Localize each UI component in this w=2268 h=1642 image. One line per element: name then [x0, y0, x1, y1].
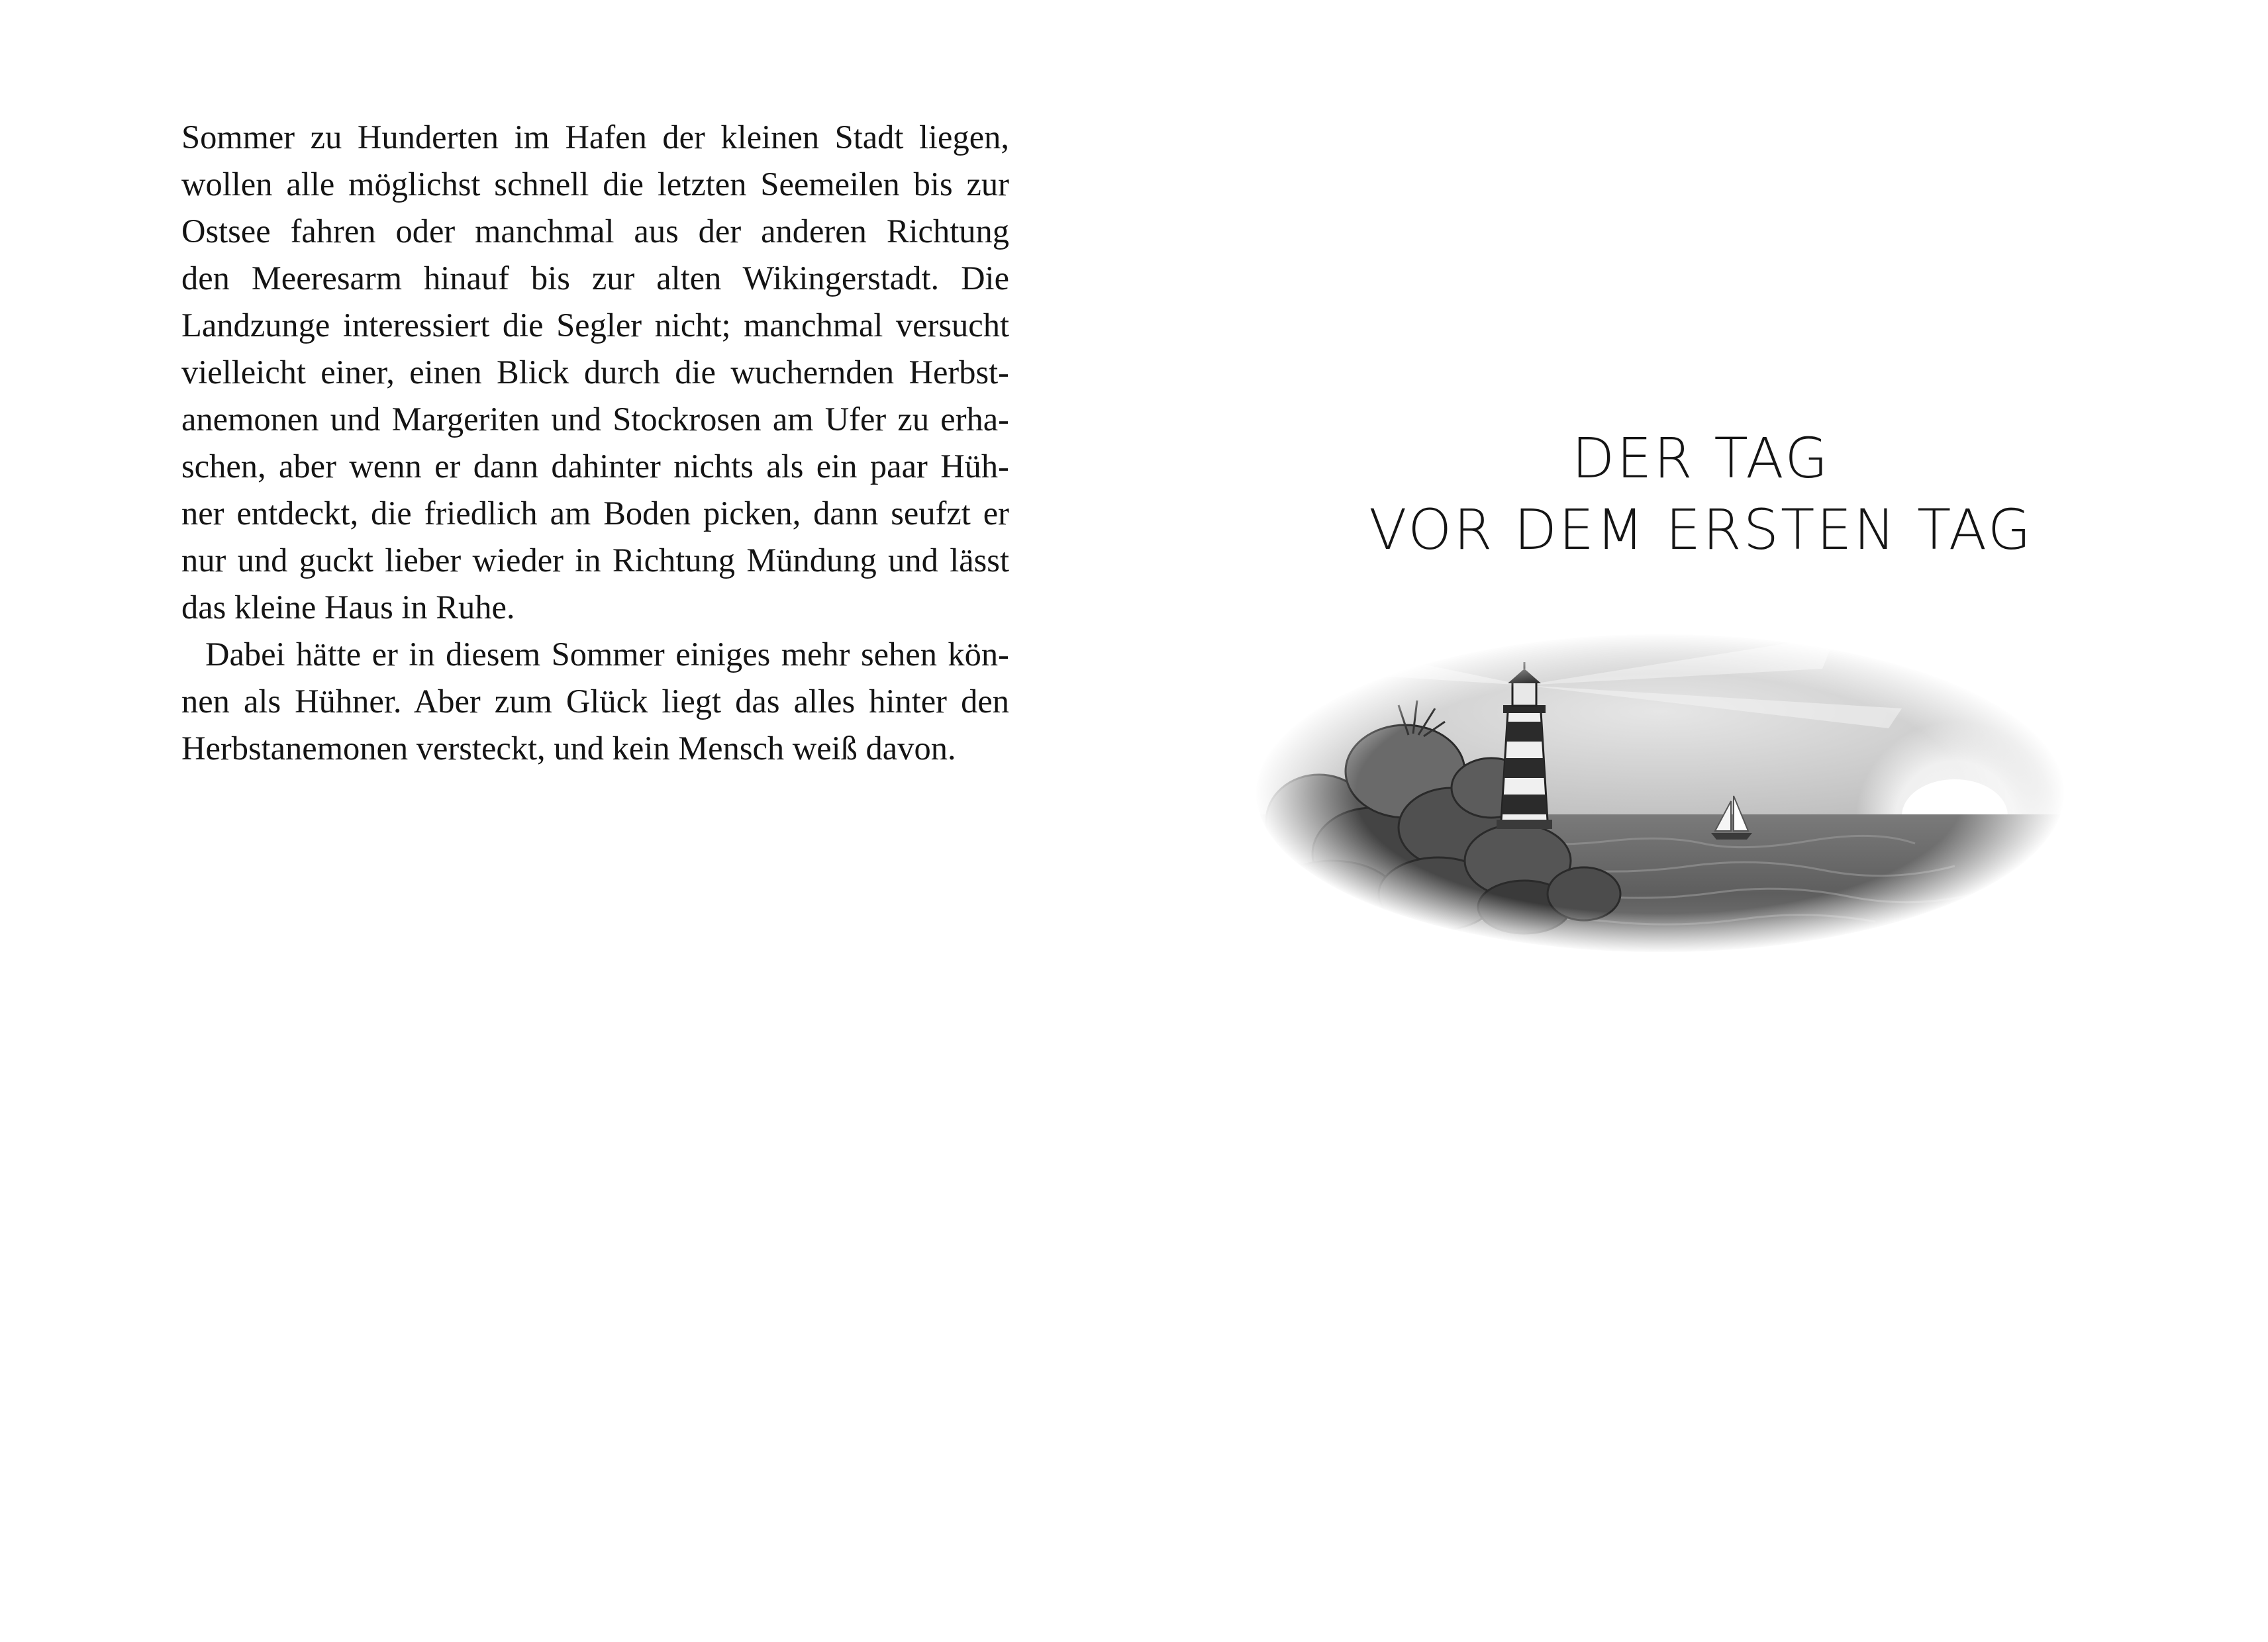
text-line: wollen alle möglichst schnell die letzten Seemeilen bis zur — [181, 166, 1009, 203]
text-line: ner entdeckt, die friedlich am Boden picken, dann seufzt er — [181, 495, 1009, 532]
text-line: Dabei hätte er in diesem Sommer einiges mehr sehen kön- — [205, 636, 1009, 673]
text-line: schen, aber wenn er dann dahinter nichts als ein paar Hüh- — [181, 448, 1009, 485]
lighthouse-icon — [1240, 622, 2081, 967]
text-line: den Meeresarm hinauf bis zur alten Wikingerstadt. Die — [181, 260, 1009, 297]
text-line: Landzunge interessiert die Segler nicht; manchmal versucht — [181, 307, 1009, 344]
paragraph-1 — [181, 114, 1009, 631]
lighthouse-seascape-illustration — [1240, 622, 2081, 967]
body-text — [181, 114, 1009, 772]
paragraph-2 — [181, 631, 1009, 772]
chapter-title-line-1: DER TAG — [1571, 426, 1830, 491]
text-line: Herbstanemonen versteckt, und kein Mensch weiß davon. — [181, 730, 956, 767]
text-line: das kleine Haus in Ruhe. — [181, 589, 515, 626]
text-line: vielleicht einer, einen Blick durch die wuchernden Herbst- — [181, 354, 1009, 391]
text-line: nen als Hühner. Aber zum Glück liegt das alles hinter den — [181, 683, 1009, 720]
text-line: nur und guckt lieber wieder in Richtung Mündung und lässt — [181, 542, 1009, 579]
chapter-title — [1134, 422, 2268, 565]
text-line: Sommer zu Hunderten im Hafen der kleinen Stadt liegen, — [181, 119, 1009, 156]
chapter-title-line-2: VOR DEM ERSTEN TAG — [1369, 497, 2033, 562]
right-page — [1134, 0, 2268, 1642]
text-line: Ostsee fahren oder manchmal aus der anderen Richtung — [181, 213, 1009, 250]
text-line: anemonen und Margeriten und Stockrosen am Ufer zu erha- — [181, 401, 1009, 438]
